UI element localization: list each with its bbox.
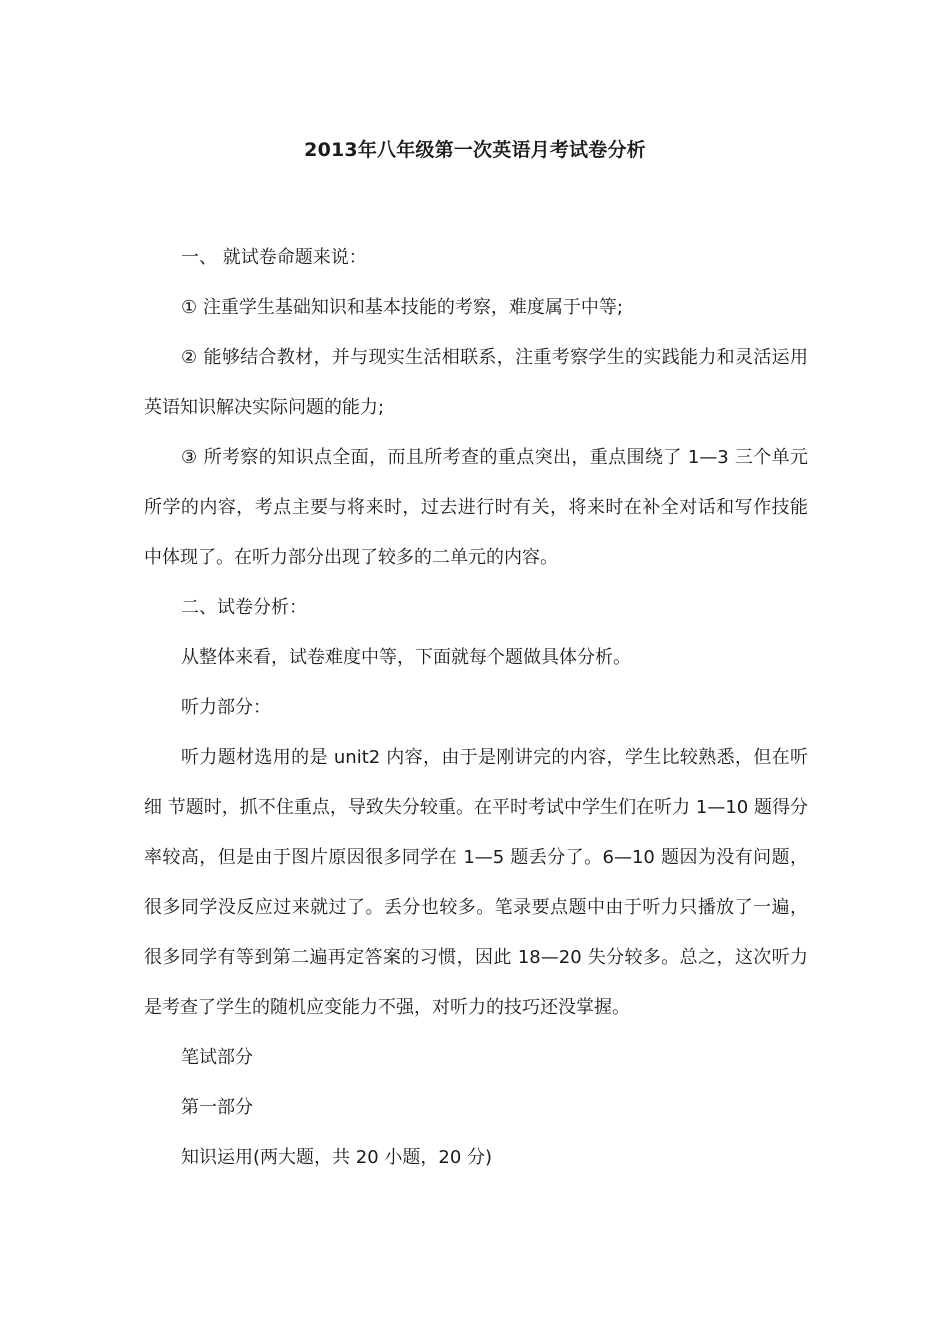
document-title: 2013年八年级第一次英语月考试卷分析 (304, 139, 646, 161)
paragraph-point-1: ① 注重学生基础知识和基本技能的考察，难度属于中等; (181, 297, 623, 318)
document-body (144, 233, 808, 1183)
section-heading-2: 二、试卷分析： (181, 597, 307, 618)
subheading-part-one: 第一部分 (181, 1097, 253, 1118)
paragraph-overview: 从整体来看，试卷难度中等，下面就每个题做具体分析。 (181, 647, 631, 668)
subheading-written: 笔试部分 (181, 1047, 253, 1068)
paragraph-point-2: ② 能够结合教材，并与现实生活相联系，注重考察学生的实践能力和灵活运用英语知识解决实际问题的能力; (144, 347, 808, 418)
paragraph-listening: 听力题材选用的是 unit2 内容，由于是刚讲完的内容，学生比较熟悉，但在听细 节题时，抓不住重点，导致失分较重。在平时考试中学生们在听力 1—10 题得分率较高，但是由于图片原因很多同学在 1—5 题丢分了。6—10 题因为没有问题，很多同学没反应过来就过了。丢分也较多。笔录要点题中由于听力只播放了一遍，很多同学有等到第二遍再定答案的习惯，因此 18—20 失分较多。总之，这次听力是考查了学生的随机应变能力不强，对听力的技巧还没掌握。 (144, 747, 808, 1018)
paragraph-point-3: ③ 所考察的知识点全面，而且所考查的重点突出，重点围绕了 1—3 三个单元所学的内容，考点主要与将来时，过去进行时有关，将来时在补全对话和写作技能中体现了。在听力部分出现了较多的二单元的内容。 (144, 447, 808, 568)
paragraph-knowledge: 知识运用(两大题，共 20 小题，20 分) (181, 1147, 493, 1168)
subheading-listening: 听力部分： (181, 697, 271, 718)
section-heading-1: 一、 就试卷命题来说： (181, 247, 367, 268)
